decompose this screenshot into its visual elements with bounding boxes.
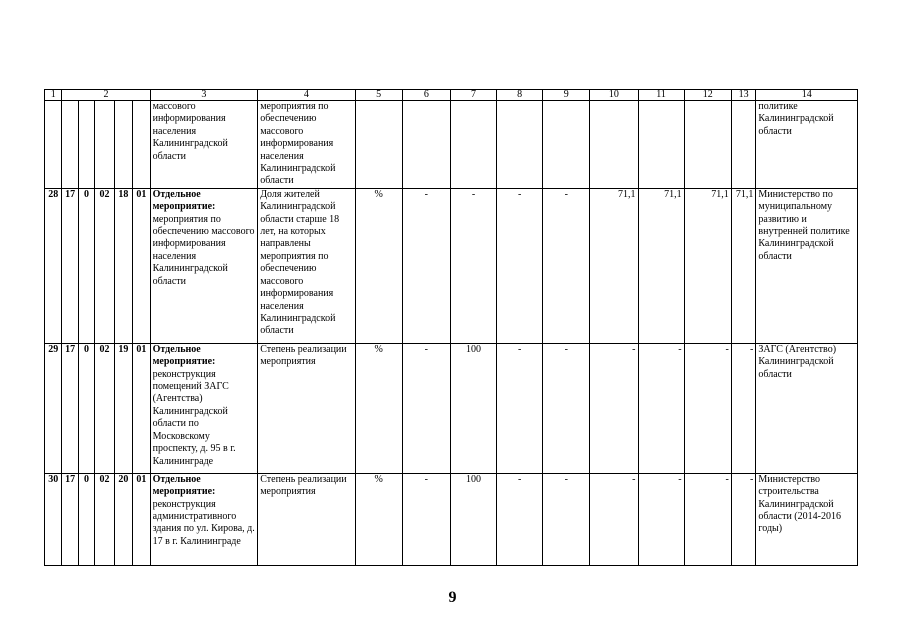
value-cell: - (638, 473, 684, 565)
value-cell: 71,1 (684, 188, 731, 343)
measure-title-text: реконструкция помещений ЗАГС (Агентства) Калининградской области по Московскому проспекту, д. 95 в г. Калининграде (152, 368, 236, 467)
responsible-cell: Министерство строительства Калининградской области (2014-2016 годы) (756, 473, 858, 565)
header-cell: 9 (543, 90, 590, 101)
value-cell: - (543, 343, 590, 473)
header-cell: 6 (402, 90, 450, 101)
measure-title-text: реконструкция административного здания по ул. Кирова, д. 17 в г. Калининграде (152, 498, 255, 547)
value-cell: 100 (450, 343, 496, 473)
measure-title-text: мероприятия по обеспечению массового информирования населения Калининградской области (152, 213, 255, 287)
responsible-cell: ЗАГС (Агентство) Калининградской области (756, 343, 858, 473)
header-cell: 2 (62, 90, 150, 101)
row-number-cell: 29 (45, 343, 62, 473)
header-cell: 12 (684, 90, 731, 101)
measure-title-lead: Отдельное мероприятие: (152, 343, 216, 368)
header-cell: 1 (45, 90, 62, 101)
indicator-cell: Доля жителей Калининградской области старше 18 лет, на которых направлены мероприятия по обеспечению массового информирования населения Калининградской области (258, 188, 355, 343)
row-number-cell: 30 (45, 473, 62, 565)
measure-title-cell (150, 473, 258, 565)
code-cell: 01 (133, 343, 150, 473)
row-number-cell: 28 (45, 188, 62, 343)
value-cell: - (450, 188, 496, 343)
value-cell: - (731, 343, 756, 473)
measure-title-cell: массового информирования населения Калининградской области (150, 101, 258, 189)
header-cell: 13 (731, 90, 756, 101)
header-cell: 8 (497, 90, 543, 101)
value-cell: - (684, 343, 731, 473)
code-cell: 17 (62, 473, 78, 565)
value-cell: 71,1 (638, 188, 684, 343)
measure-title-cell (150, 343, 258, 473)
header-cell: 10 (590, 90, 638, 101)
indicator-cell: мероприятия по обеспечению массового информирования населения Калининградской области (258, 101, 355, 189)
header-cell: 5 (355, 90, 402, 101)
value-cell: - (543, 473, 590, 565)
indicator-cell: Степень реализации мероприятия (258, 473, 355, 565)
value-cell: - (402, 473, 450, 565)
value-cell: - (684, 473, 731, 565)
code-cell: 17 (62, 343, 78, 473)
indicator-cell: Степень реализации мероприятия (258, 343, 355, 473)
table-row (45, 473, 858, 565)
measure-title-cell (150, 188, 258, 343)
value-cell: - (497, 343, 543, 473)
unit-cell: % (355, 188, 402, 343)
value-cell: 71,1 (590, 188, 638, 343)
value-cell: - (497, 188, 543, 343)
value-cell: 100 (450, 473, 496, 565)
continuation-row (45, 101, 858, 189)
value-cell: - (402, 343, 450, 473)
page-number: 9 (448, 589, 457, 606)
value-cell: - (497, 473, 543, 565)
code-cell: 02 (95, 473, 114, 565)
code-cell: 19 (114, 343, 132, 473)
value-cell: - (590, 343, 638, 473)
measure-title-lead: Отдельное мероприятие: (152, 188, 216, 213)
table-row (45, 188, 858, 343)
code-cell: 02 (95, 188, 114, 343)
value-cell: - (638, 343, 684, 473)
unit-cell: % (355, 343, 402, 473)
value-cell: - (731, 473, 756, 565)
header-cell: 14 (756, 90, 858, 101)
header-cell: 3 (150, 90, 258, 101)
code-cell: 18 (114, 188, 132, 343)
code-cell: 0 (78, 188, 94, 343)
code-cell: 01 (133, 473, 150, 565)
program-table (44, 89, 858, 566)
value-cell: - (402, 188, 450, 343)
code-cell: 17 (62, 188, 78, 343)
header-row (45, 90, 858, 101)
responsible-cell: политике Калининградской области (756, 101, 858, 189)
table-row (45, 343, 858, 473)
code-cell: 02 (95, 343, 114, 473)
header-cell: 11 (638, 90, 684, 101)
header-cell: 4 (258, 90, 355, 101)
code-cell: 0 (78, 473, 94, 565)
responsible-cell: Министерство по муниципальному развитию и внутренней политике Калининградской области (756, 188, 858, 343)
header-cell: 7 (450, 90, 496, 101)
code-cell: 0 (78, 343, 94, 473)
unit-cell: % (355, 473, 402, 565)
code-cell: 20 (114, 473, 132, 565)
value-cell: 71,1 (731, 188, 756, 343)
code-cell: 01 (133, 188, 150, 343)
value-cell: - (543, 188, 590, 343)
measure-title-lead: Отдельное мероприятие: (152, 473, 216, 498)
value-cell: - (590, 473, 638, 565)
